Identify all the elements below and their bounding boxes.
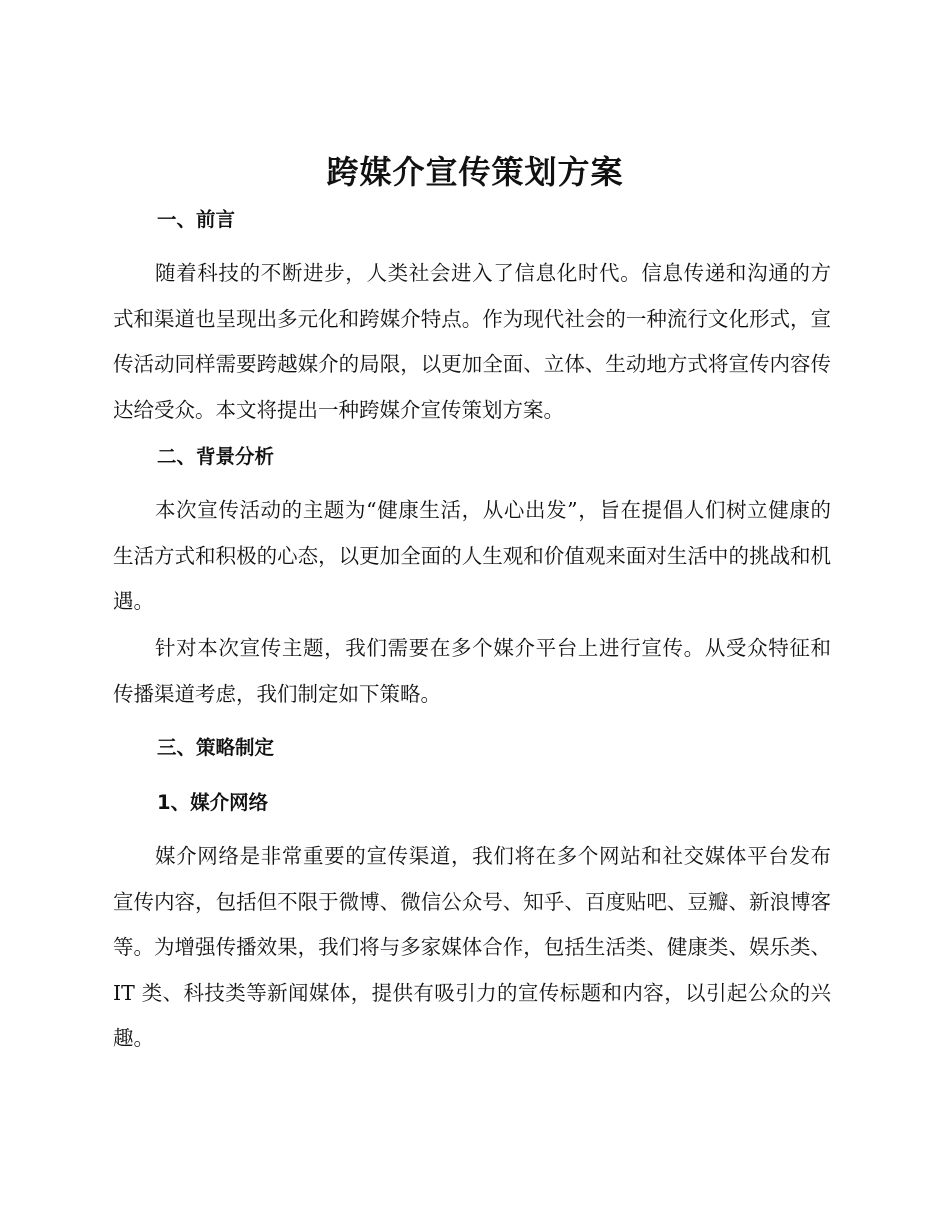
section-heading-background: 二、背景分析 (157, 445, 275, 468)
media-network-paragraph: 媒介网络是非常重要的宣传渠道，我们将在多个网站和社交媒体平台发布宣传内容，包括但不限于微博、微信公众号、知乎、百度贴吧、豆瓣、新浪博客等。为增强传播效果，我们将与多家媒体合作，包括生活类、健康类、娱乐类、IT 类、科技类等新闻媒体，提供有吸引力的宣传标题和内容，以引起公众的兴趣。 (113, 844, 831, 1050)
background-paragraph-1: 本次宣传活动的主题为“健康生活，从心出发”，旨在提倡人们树立健康的生活方式和积极的心态，以更加全面的人生观和价值观来面对生活中的挑战和机遇。 (113, 498, 831, 613)
subsection-heading-media-network: 1、媒介网络 (157, 791, 269, 814)
section-heading-strategy: 三、策略制定 (157, 736, 275, 759)
section-heading-preface: 一、前言 (157, 208, 236, 231)
preface-paragraph: 随着科技的不断进步，人类社会进入了信息化时代。信息传递和沟通的方式和渠道也呈现出多元化和跨媒介特点。作为现代社会的一种流行文化形式，宣传活动同样需要跨越媒介的局限，以更加全面、立体、生动地方式将宣传内容传达给受众。本文将提出一种跨媒介宣传策划方案。 (113, 261, 831, 422)
background-paragraph-2: 针对本次宣传主题，我们需要在多个媒介平台上进行宣传。从受众特征和传播渠道考虑，我们制定如下策略。 (113, 636, 831, 706)
document-title: 跨媒介宣传策划方案 (326, 153, 624, 191)
